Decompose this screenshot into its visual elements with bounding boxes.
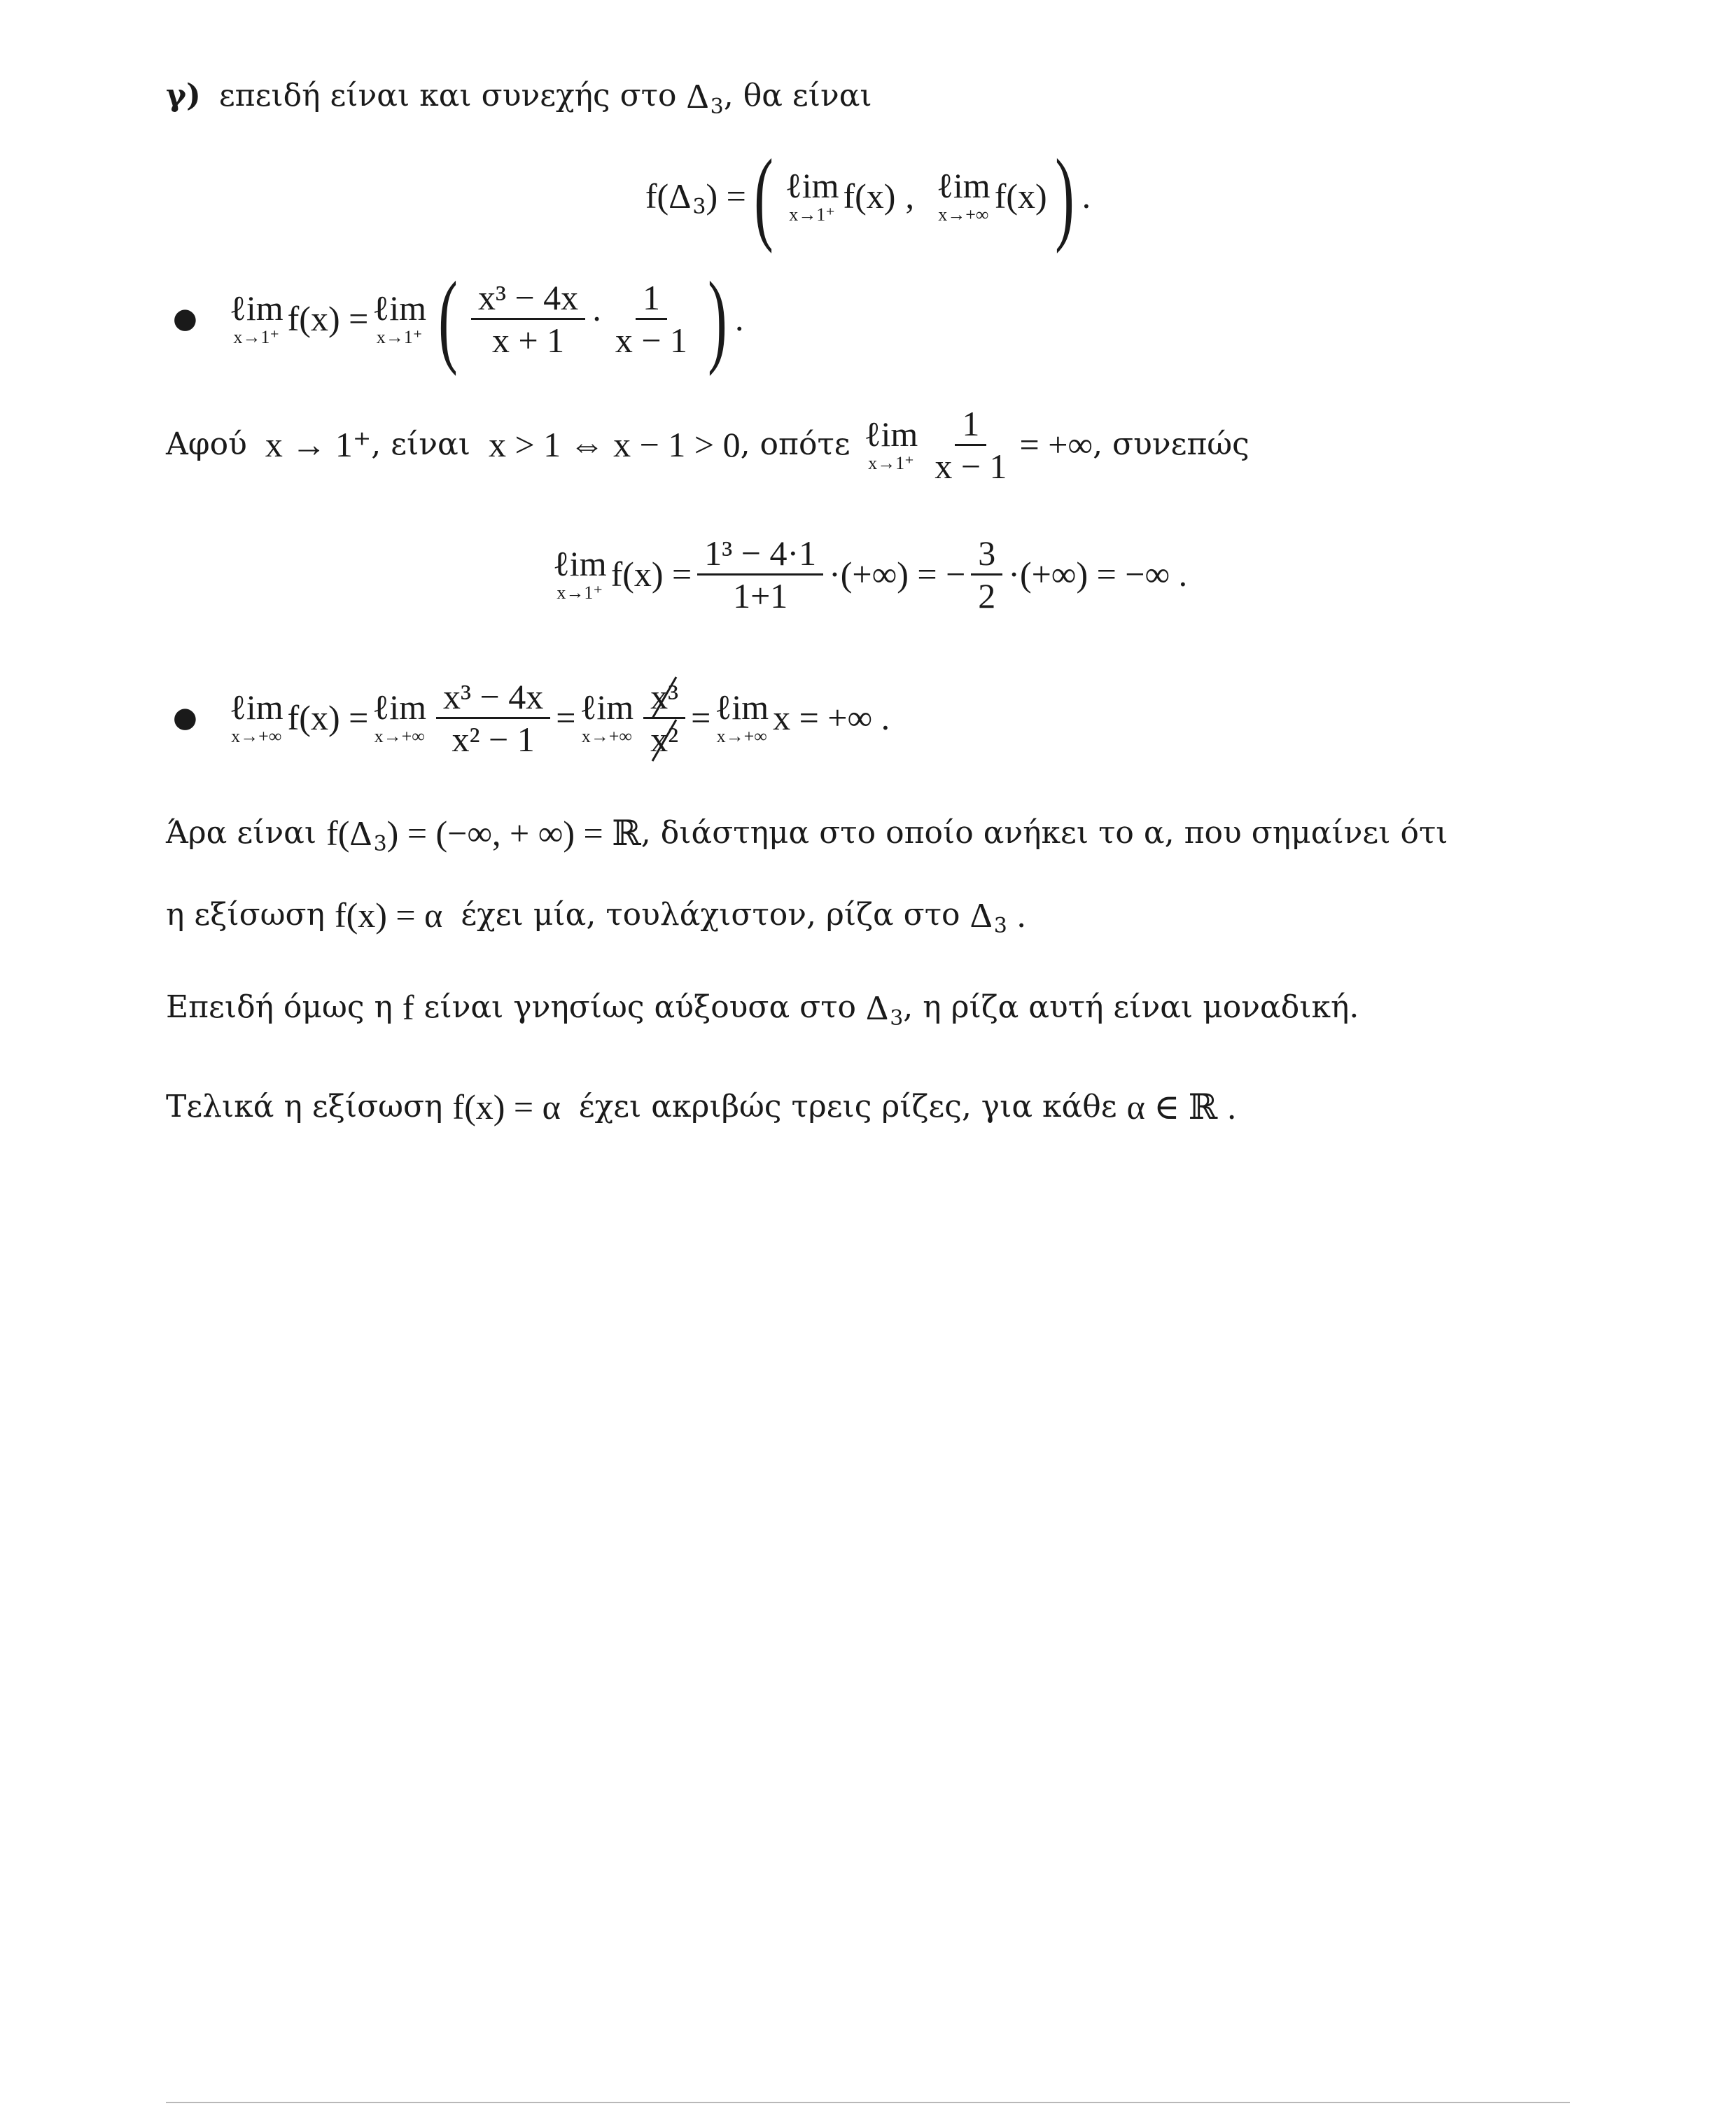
since-text: , οπότε <box>740 426 850 462</box>
period: . <box>1227 1087 1236 1127</box>
para-expr: f(Δ <box>326 814 372 853</box>
limit-operator: ℓim x→+∞ <box>229 688 284 746</box>
image-lhs: f(Δ <box>645 176 692 216</box>
image-lhs-close: ) = <box>706 176 746 216</box>
since-text: Αφού <box>166 426 247 462</box>
delta-symbol: Δ <box>686 76 709 116</box>
fraction: $\frac{\text{1³ − 4·1}}{1+1}$ <box>697 533 823 616</box>
since-result: = +∞ <box>1019 425 1093 464</box>
since-text: , συνεπώς <box>1093 426 1250 462</box>
para-expr: ) = (−∞, + ∞) = ℝ <box>386 814 641 853</box>
paragraph-line-3 <box>166 976 1359 1039</box>
limit-operator: ℓim x→1⁺ <box>785 166 839 225</box>
limit-operator: ℓim x→1⁺ <box>864 414 918 473</box>
para-expr: f(x) = α <box>452 1087 561 1127</box>
fx-equals: f(x) = <box>610 555 692 594</box>
para-text: Άρα είναι <box>166 815 317 851</box>
fx: f(x) <box>843 176 896 216</box>
para-subscript: 3 <box>373 832 387 856</box>
left-paren: ( <box>438 260 458 377</box>
delta-symbol: Δ <box>969 895 993 935</box>
comma: , <box>905 176 914 216</box>
section-intro-line <box>166 64 872 127</box>
period: . <box>735 299 744 338</box>
result-tail: ·(+∞) = −∞ . <box>1008 555 1188 594</box>
fx-equals: f(x) = <box>287 698 369 737</box>
right-paren: ) <box>1054 137 1074 254</box>
function-f: f <box>402 988 414 1027</box>
fraction: $\frac{\text{x³ − 4x}}{\text{x² − 1}}$ <box>436 676 550 760</box>
para-expr: α ∈ ℝ <box>1126 1087 1218 1127</box>
intro-tail: , θα είναι <box>723 78 872 113</box>
para-text: είναι γνησίως αύξουσα στο <box>424 989 857 1025</box>
delta-subscript: 3 <box>890 1006 904 1031</box>
left-paren: ( <box>754 137 774 254</box>
delta-symbol: Δ <box>866 988 889 1027</box>
limit-operator: ℓim x→1⁺ <box>229 288 284 347</box>
para-text: Επειδή όμως η <box>166 989 393 1025</box>
image-lhs-sub: 3 <box>692 195 706 219</box>
since-line <box>166 399 1250 490</box>
equals: = <box>556 698 576 737</box>
para-text: η εξίσωση <box>166 897 325 933</box>
image-formula <box>0 137 1736 254</box>
fx: f(x) <box>994 176 1047 216</box>
fraction: $\frac{1}{x - 1}$ <box>934 403 1007 486</box>
para-text: έχει ακριβώς τρεις ρίζες, για κάθε <box>578 1089 1117 1124</box>
limit-operator: ℓim x→1⁺ <box>372 288 427 347</box>
limit-line-1 <box>166 260 744 377</box>
right-paren: ) <box>708 260 727 377</box>
dot-operator: · <box>591 299 603 338</box>
delta-subscript: 3 <box>993 914 1007 938</box>
bullet-icon: ● <box>173 702 197 734</box>
result-tail: x = +∞ . <box>773 698 890 737</box>
limit-operator: ℓim x→1⁺ <box>552 544 607 603</box>
result-mid: ·(+∞) = − <box>829 555 966 594</box>
paragraph-line-1 <box>166 798 1448 868</box>
limit-operator: ℓim x→+∞ <box>936 166 990 225</box>
period: . <box>1082 176 1091 216</box>
intro-text: επειδή είναι και συνεχής στο <box>218 78 677 113</box>
period: . <box>1016 895 1026 935</box>
since-expr: x → 1⁺ <box>265 425 372 464</box>
bullet-icon: ● <box>173 302 197 335</box>
para-text: έχει μία, τουλάχιστον, ρίζα στο <box>461 897 960 933</box>
para-text: Τελικά η εξίσωση <box>166 1089 443 1124</box>
footer-divider <box>166 2102 1570 2103</box>
result-line-1 <box>0 525 1736 623</box>
limit-operator: ℓim x→+∞ <box>372 688 427 746</box>
limit-operator: ℓim x→+∞ <box>715 688 769 746</box>
since-text: , είναι <box>371 426 470 462</box>
para-text: , η ρίζα αυτή είναι μοναδική. <box>903 989 1359 1025</box>
delta-subscript: 3 <box>710 95 724 119</box>
para-text: , διάστημα στο οποίο ανήκει το α, που σημαίνει ότι <box>640 815 1448 851</box>
equals: = <box>691 698 711 737</box>
since-expr: x > 1 ⇔ x − 1 > 0 <box>488 425 741 464</box>
para-expr: f(x) = α <box>334 895 443 935</box>
cancelled-fraction: $\frac{\text{x³}}{\text{x²}}$ <box>643 676 685 760</box>
fraction: $\frac{3}{2}$ <box>971 533 1002 616</box>
paragraph-line-2 <box>166 884 1026 947</box>
paragraph-line-4 <box>166 1075 1236 1138</box>
fx-equals: f(x) = <box>287 299 369 338</box>
fraction: $\frac{1}{x - 1}$ <box>615 277 688 360</box>
limit-operator: ℓim x→+∞ <box>580 688 634 746</box>
section-label: γ) <box>166 78 201 113</box>
limit-line-2 <box>166 665 890 770</box>
fraction: $\frac{\text{x³ − 4x}}{x + 1}$ <box>471 277 585 361</box>
